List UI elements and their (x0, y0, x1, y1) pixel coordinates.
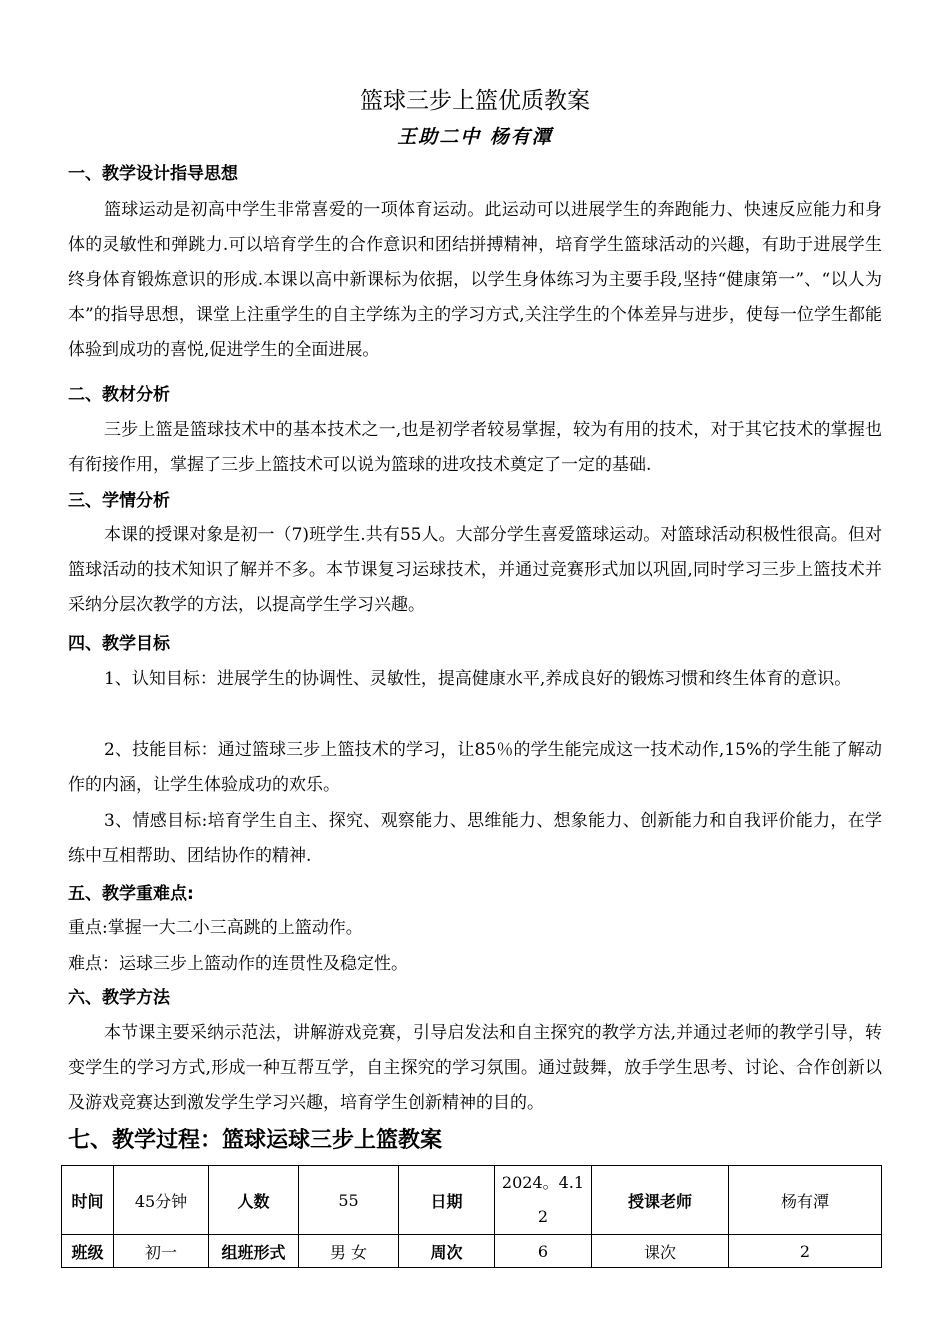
count-label: 人数 (209, 1166, 299, 1235)
class-label: 班级 (62, 1235, 114, 1268)
section-heading-4: 四、教学目标 (68, 634, 170, 654)
lesson-label: 课次 (592, 1235, 729, 1268)
section-heading-2: 二、教材分析 (68, 385, 170, 405)
group-label: 组班形式 (209, 1235, 299, 1268)
time-label: 时间 (62, 1166, 114, 1235)
week-label: 周次 (399, 1235, 495, 1268)
lesson-info-table (61, 1165, 882, 1268)
time-value: 45分钟 (114, 1166, 209, 1235)
goal-emotional: 3、情感目标:培育学生自主、探究、观察能力、思维能力、想象能力、创新能力和自我评价能力，在学练中互相帮助、团结协作的精神. (68, 811, 882, 866)
class-value: 初一 (114, 1235, 209, 1268)
date-value: 2024。4.12 (495, 1166, 592, 1235)
week-value: 6 (495, 1235, 592, 1268)
document-title: 篮球三步上篮优质教案 (360, 88, 590, 114)
section-6-text: 本节课主要采纳示范法，讲解游戏竞赛，引导启发法和自主探究的教学方法,并通过老师的教学引导，转变学生的学习方式,形成一种互帮互学，自主探究的学习氛围。通过鼓舞，放手学生思考、讨论、合作创新以及游戏竞赛达到激发学生学习兴趣，培育学生创新精神的目的。 (68, 1023, 882, 1113)
teacher-value: 杨有潭 (729, 1166, 882, 1235)
group-value: 男 女 (299, 1235, 399, 1268)
count-value: 55 (299, 1166, 399, 1235)
difficult-point: 难点：运球三步上篮动作的连贯性及稳定性。 (68, 954, 408, 974)
goal-skill: 2、技能目标：通过篮球三步上篮技术的学习，让85％的学生能完成这一技术动作,15%的学生能了解动作的内涵，让学生体验成功的欢乐。 (68, 740, 882, 795)
section-1-text: 篮球运动是初高中学生非常喜爱的一项体育运动。此运动可以进展学生的奔跑能力、快速反应能力和身体的灵敏性和弹跳力.可以培育学生的合作意识和团结拼搏精神，培育学生篮球活动的兴趣，有助于进展学生终身体育锻炼意识的形成.本课以高中新课标为依据，以学生身体练习为主要手段,坚持“健康第一”、“以人为本”的指导思想，课堂上注重学生的自主学练为主的学习方式,关注学生的个体差异与进步，使每一位学生都能体验到成功的喜悦,促进学生的全面进展。 (68, 200, 882, 360)
author-line: 王助二中 杨有潭 (397, 126, 553, 148)
section-heading-7: 七、教学过程：篮球运球三步上篮教案 (68, 1128, 443, 1153)
section-heading-6: 六、教学方法 (68, 988, 170, 1008)
key-point: 重点:掌握一大二小三高跳的上篮动作。 (68, 918, 363, 938)
section-heading-5: 五、教学重难点: (68, 884, 194, 904)
table-row (62, 1235, 882, 1268)
date-label: 日期 (399, 1166, 495, 1235)
section-heading-1: 一、教学设计指导思想 (68, 164, 238, 184)
section-heading-3: 三、学情分析 (68, 491, 170, 511)
section-3-text: 本课的授课对象是初一（7)班学生.共有55人。大部分学生喜爱篮球运动。对篮球活动积极性很高。但对篮球活动的技术知识了解并不多。本节课复习运球技术，并通过竞赛形式加以巩固,同时学习三步上篮技术并采纳分层次教学的方法，以提高学生学习兴趣。 (68, 525, 882, 615)
section-2-text: 三步上篮是篮球技术中的基本技术之一,也是初学者较易掌握，较为有用的技术，对于其它技术的掌握也有衔接作用，掌握了三步上篮技术可以说为篮球的进攻技术奠定了一定的基础. (68, 420, 882, 475)
lesson-value: 2 (729, 1235, 882, 1268)
goal-cognitive: 1、认知目标：进展学生的协调性、灵敏性，提高健康水平,养成良好的锻炼习惯和终生体育的意识。 (104, 669, 852, 689)
table-row (62, 1166, 882, 1235)
teacher-label: 授课老师 (592, 1166, 729, 1235)
